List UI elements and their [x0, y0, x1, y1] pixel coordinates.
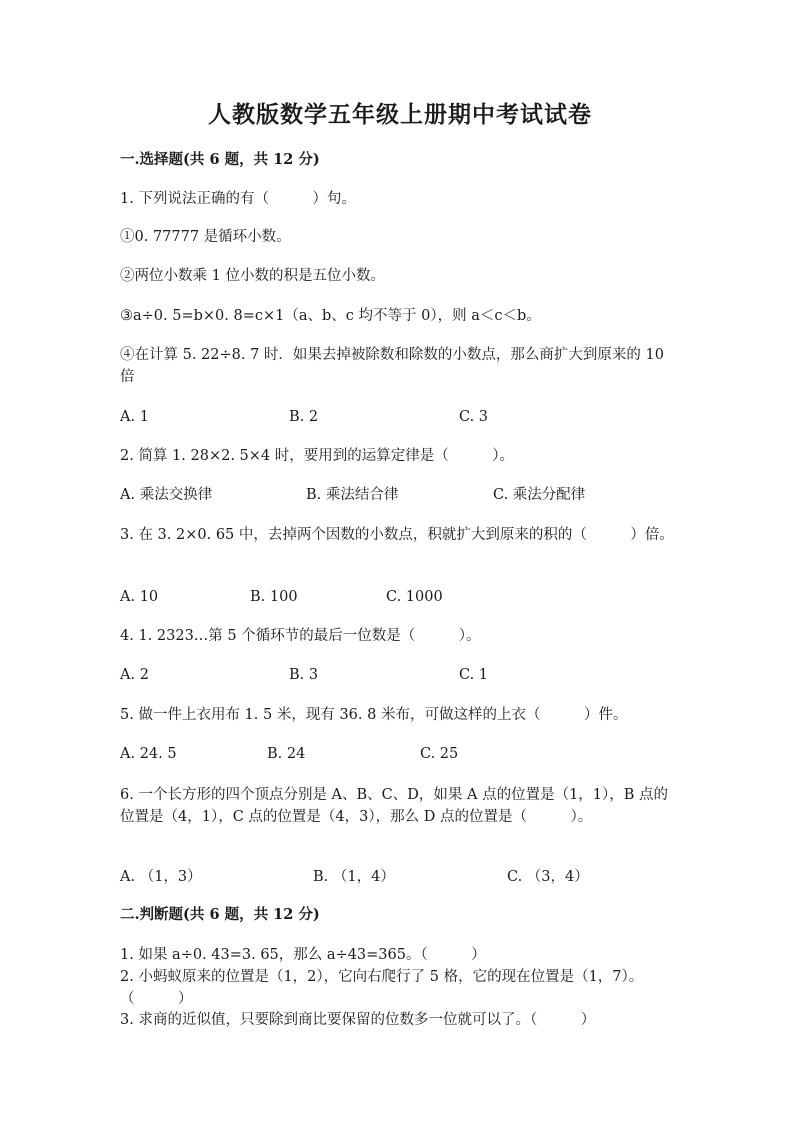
question-1-statement-4: ④在计算 5. 22÷8. 7 时．如果去掉被除数和除数的小数点，那么商扩大到原来的 10 倍 — [120, 347, 664, 385]
question-4-option-c[interactable]: C. 1 — [459, 667, 489, 683]
question-5-option-b[interactable]: B. 24 — [267, 746, 306, 762]
question-3-option-b[interactable]: B. 100 — [250, 589, 298, 605]
question-4-option-b[interactable]: B. 3 — [289, 667, 319, 683]
judgment-2: 2. 小蚂蚁原来的位置是（1，2），它向右爬行了 5 格，它的现在位置是（1，7）。（ ） — [120, 969, 644, 1007]
section-heading-choice: 一.选择题(共 6 题，共 12 分) — [120, 151, 320, 168]
question-5-option-c[interactable]: C. 25 — [420, 746, 459, 762]
question-1-statement-1: ①0. 77777 是循环小数。 — [120, 229, 291, 245]
question-2-stem: 2. 简算 1. 28×2. 5×4 时，要用到的运算定律是（ ）。 — [120, 448, 514, 464]
question-1-option-b[interactable]: B. 2 — [289, 409, 319, 425]
question-2-option-a[interactable]: A. 乘法交换律 — [120, 487, 213, 503]
question-1-option-a[interactable]: A. 1 — [120, 409, 149, 425]
question-4-option-a[interactable]: A. 2 — [120, 667, 149, 683]
page-title: 人教版数学五年级上册期中考试试卷 — [208, 101, 592, 128]
judgment-1: 1. 如果 a÷0. 43=3. 65，那么 a÷43=365。（ ） — [120, 947, 486, 963]
question-1-statement-2: ②两位小数乘 1 位小数的积是五位小数。 — [120, 268, 385, 284]
question-1-stem: 1. 下列说法正确的有（ ）句。 — [120, 191, 356, 207]
judgment-3: 3. 求商的近似值，只要除到商比要保留的位数多一位就可以了。（ ） — [120, 1012, 596, 1028]
question-6-stem: 6. 一个长方形的四个顶点分别是 A、B、C、D，如果 A 点的位置是（1，1），B 点的位置是（4，1），C 点的位置是（4，3），那么 D 点的位置是（ ）。 — [120, 787, 669, 825]
question-1-statement-3: ③a÷0. 5=b×0. 8=c×1（a、b、c 均不等于 0），则 a＜c＜b。 — [120, 308, 541, 324]
question-5-option-a[interactable]: A. 24. 5 — [120, 746, 177, 762]
question-2-option-b[interactable]: B. 乘法结合律 — [306, 487, 399, 503]
question-2-option-c[interactable]: C. 乘法分配律 — [493, 487, 586, 503]
question-4-stem: 4. 1. 2323…第 5 个循环节的最后一位数是（ ）。 — [120, 628, 481, 644]
question-5-stem: 5. 做一件上衣用布 1. 5 米，现有 36. 8 米布，可做这样的上衣（ ）件。 — [120, 707, 628, 723]
question-6-option-c[interactable]: C. （3，4） — [507, 869, 589, 885]
question-6-option-b[interactable]: B. （1，4） — [313, 869, 395, 885]
section-heading-judgment: 二.判断题(共 6 题，共 12 分) — [120, 906, 320, 923]
question-3-option-a[interactable]: A. 10 — [120, 589, 159, 605]
question-1-option-c[interactable]: C. 3 — [459, 409, 489, 425]
question-3-stem: 3. 在 3. 2×0. 65 中，去掉两个因数的小数点，积就扩大到原来的积的（ ）倍。 — [120, 527, 674, 543]
question-6-option-a[interactable]: A. （1，3） — [120, 869, 202, 885]
question-3-option-c[interactable]: C. 1000 — [386, 589, 443, 605]
